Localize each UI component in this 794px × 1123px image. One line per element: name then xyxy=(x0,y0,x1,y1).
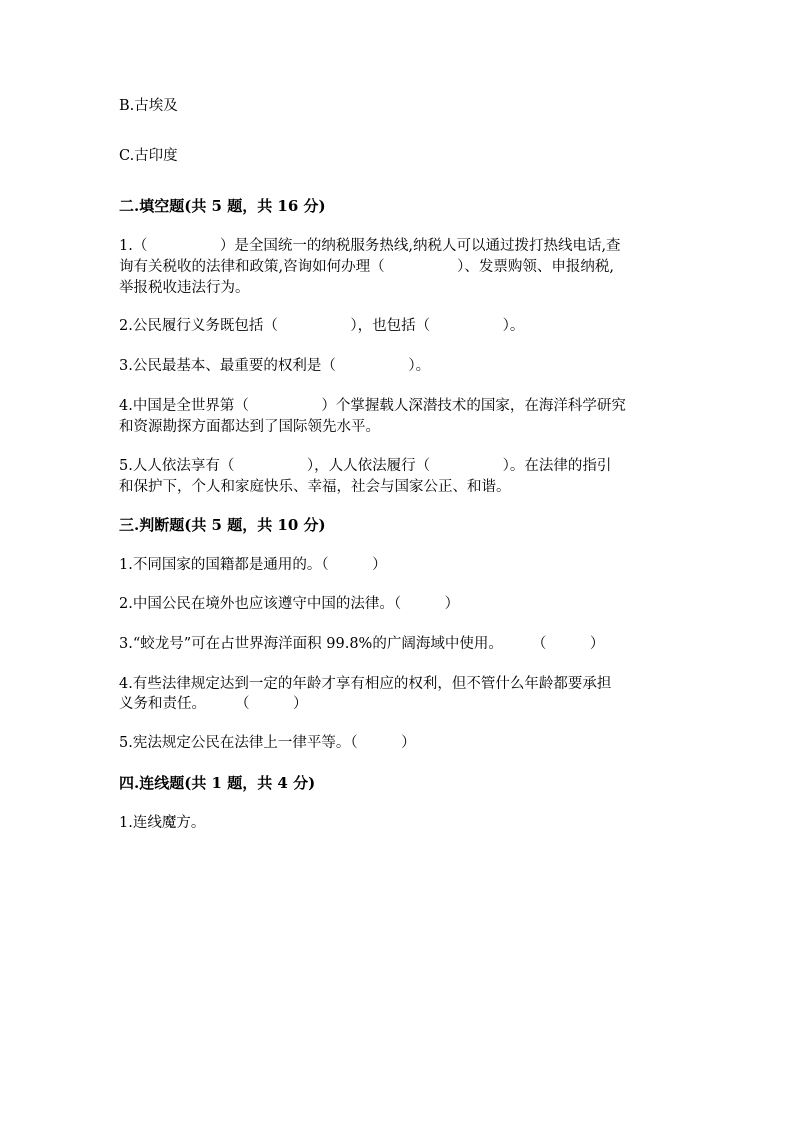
judge-question-4-line-2: 义务和责任。 （ ） xyxy=(119,696,308,712)
judge-question-4-line-1: 4.有些法律规定达到一定的年龄才享有相应的权利，但不管什么年龄都要承担 xyxy=(119,676,612,692)
option-b: B.古埃及 xyxy=(119,98,178,114)
fill-question-5-line-2: 和保护下，个人和家庭快乐、幸福，社会与国家公正、和谐。 xyxy=(119,479,511,495)
fill-question-1-line-3: 举报税收违法行为。 xyxy=(119,280,250,296)
fill-question-2: 2.公民履行义务既包括（ ），也包括（ ）。 xyxy=(119,318,525,334)
option-c: C.古印度 xyxy=(119,148,178,164)
fill-question-4-line-2: 和资源勘探方面都达到了国际领先水平。 xyxy=(119,419,380,435)
judge-question-2: 2.中国公民在境外也应该遵守中国的法律。（ ） xyxy=(119,596,460,612)
judge-question-1: 1.不同国家的国籍都是通用的。（ ） xyxy=(119,557,387,573)
fill-question-4-line-1: 4.中国是全世界第（ ）个掌握载人深潜技术的国家，在海洋科学研究 xyxy=(119,398,626,414)
section-4-heading: 四.连线题(共 1 题，共 4 分) xyxy=(119,774,316,792)
match-question-1: 1.连线魔方。 xyxy=(119,815,206,831)
judge-question-3: 3.“蛟龙号”可在占世界海洋面积 99.8%的广阔海域中使用。 （ ） xyxy=(119,636,605,652)
section-2-heading: 二.填空题(共 5 题，共 16 分) xyxy=(119,197,326,215)
fill-question-1-line-1: 1.（ ）是全国统一的纳税服务热线,纳税人可以通过拨打热线电话,查 xyxy=(119,238,621,254)
fill-question-3: 3.公民最基本、最重要的权利是（ ）。 xyxy=(119,358,431,374)
fill-question-5-line-1: 5.人人依法享有（ ），人人依法履行（ ）。在法律的指引 xyxy=(119,458,612,474)
fill-question-1-line-2: 询有关税收的法律和政策,咨询如何办理（ ）、发票购领、申报纳税, xyxy=(119,259,614,275)
judge-question-5: 5.宪法规定公民在法律上一律平等。（ ） xyxy=(119,735,416,751)
section-3-heading: 三.判断题(共 5 题，共 10 分) xyxy=(119,516,326,534)
